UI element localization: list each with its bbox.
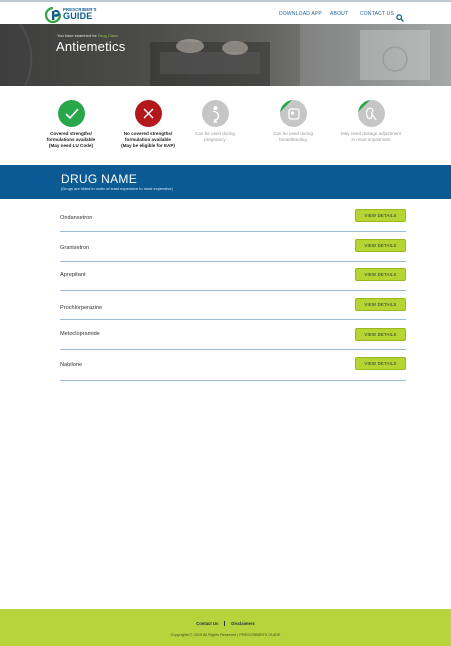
view-details-button[interactable]: VIEW DETAILS [355, 357, 406, 370]
footer-links [0, 621, 451, 626]
view-details-button[interactable]: VIEW DETAILS [355, 239, 406, 252]
logo-mark-icon [45, 7, 61, 23]
legend-text-line: Can be used during [194, 131, 236, 136]
legend-text-line: formulations available [46, 137, 96, 142]
row-divider [60, 319, 406, 320]
nav-about[interactable]: ABOUT [330, 11, 349, 17]
footer-contact-us-link[interactable]: Contact Us [196, 621, 219, 626]
drug-name-metoclopramide[interactable]: Metoclopramide [60, 331, 100, 337]
legend-text-line: (May be eligible for EAP) [121, 143, 175, 148]
legend-renal [331, 100, 411, 143]
check-icon [58, 100, 85, 127]
nav-download-app[interactable]: DOWNLOAD APP [279, 11, 322, 17]
legend-text-line: in renal impairment [351, 137, 391, 142]
legend-text-line: Can be used during [272, 131, 314, 136]
site-footer [0, 609, 451, 646]
search-prefix-text: You have searched for [57, 33, 97, 38]
legend-text-line: May need dosage adjustment [340, 131, 402, 136]
legend-text-line: breastfeeding [279, 137, 307, 142]
legend-text-line: Covered strengths/ [50, 131, 92, 136]
breastfeeding-icon [280, 100, 307, 127]
view-details-button[interactable]: VIEW DETAILS [355, 209, 406, 222]
row-divider [60, 290, 406, 291]
site-header [0, 2, 451, 24]
view-details-button[interactable]: VIEW DETAILS [355, 328, 406, 341]
drug-list-subtitle: (Drugs are listed in order of least expensive to most expensive) [61, 186, 173, 191]
drug-name-granisetron[interactable]: Granisetron [60, 245, 90, 251]
drug-name-ondansetron[interactable]: Ondansetron [60, 215, 93, 221]
row-divider [60, 231, 406, 232]
search-context [57, 33, 118, 38]
x-icon [135, 100, 162, 127]
logo-top-text: PRESCRIBER'S [63, 6, 97, 12]
row-divider [60, 349, 406, 350]
logo[interactable] [45, 6, 97, 23]
legend-text-line: pregnancy [204, 137, 226, 142]
pregnancy-icon [202, 100, 229, 127]
legend-text-line: formulation available [125, 137, 171, 142]
drug-name-aprepitant[interactable]: Aprepitant [60, 272, 86, 278]
footer-disclaimers-link[interactable]: Disclaimers [231, 621, 255, 626]
view-details-button[interactable]: VIEW DETAILS [355, 298, 406, 311]
page-title: Antiemetics [56, 39, 126, 54]
drug-name-nabilone[interactable]: Nabilone [60, 362, 83, 368]
legend-text-line: No covered strengths/ [123, 131, 173, 136]
legend-text-line: (May need LU Code) [48, 143, 94, 148]
footer-divider [224, 621, 225, 626]
copyright-text: Copyrights © 2019 All Rights Reserved | PRESCRIBER'S GUIDE [170, 633, 281, 637]
search-term-text: Drug Class [98, 33, 118, 38]
row-divider [60, 380, 406, 381]
drug-name-prochlorperazine[interactable]: Prochlorperazine [60, 305, 103, 311]
legend-covered [31, 100, 111, 149]
drug-list-title: DRUG NAME [61, 172, 138, 186]
row-divider [60, 261, 406, 262]
search-icon[interactable] [396, 9, 404, 17]
nav-contact-us[interactable]: CONTACT US [360, 11, 395, 17]
legend-pregnancy [175, 100, 255, 143]
logo-bottom-text: GUIDE [63, 11, 93, 22]
renal-icon [358, 100, 385, 127]
legend-breastfeeding [253, 100, 333, 143]
view-details-button[interactable]: VIEW DETAILS [355, 268, 406, 281]
